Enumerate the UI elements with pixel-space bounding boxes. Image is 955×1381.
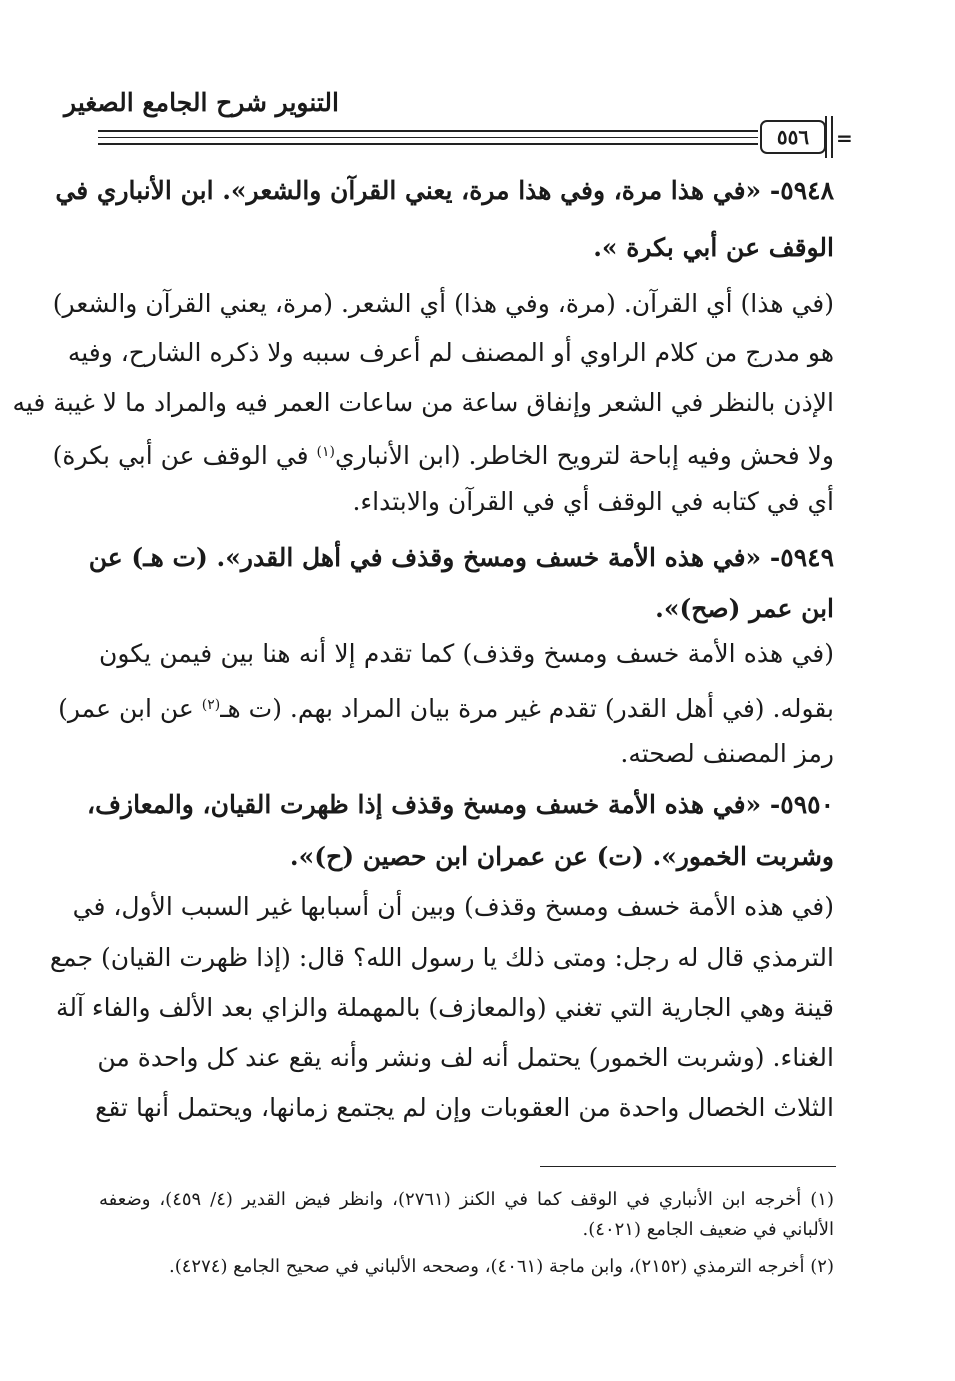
header-rule bbox=[98, 143, 758, 145]
hadith-number: ٥٩٤٩- bbox=[769, 543, 834, 572]
hadith-number: ٥٩٤٨- bbox=[769, 176, 834, 205]
page-number-text: ٥٥٦ bbox=[776, 125, 810, 149]
footnote-ref: (١) bbox=[316, 444, 335, 460]
text-line bbox=[87, 785, 834, 825]
text-line: الثلاث الخصال واحدة من العقوبات وإن لم يجتمع زمانها، ويحتمل أنها تقع bbox=[95, 1093, 834, 1122]
footnote-rule bbox=[540, 1166, 836, 1167]
text-line: الترمذي قال له رجل: ومتى ذلك يا رسول الله؟ قال: (إذا ظهرت القيان) جمع bbox=[49, 943, 834, 972]
header-rule bbox=[98, 137, 758, 138]
text-line: أي في كتابه في الوقف أي في القرآن والابتداء. bbox=[352, 487, 834, 516]
text-line: قينة وهي الجارية التي تغني (والمعازف) بالمهملة والزاي بعد الألف والفاء آلة bbox=[55, 993, 834, 1022]
running-title: التنوير شرح الجامع الصغير bbox=[64, 88, 339, 117]
text-line bbox=[99, 589, 834, 629]
text-line bbox=[99, 837, 834, 877]
text-line: هو مدرج من كلام الراوي أو المصنف لم أعرف سببه ولا ذكره الشارح، وفيه bbox=[67, 338, 834, 367]
text-line bbox=[88, 538, 834, 578]
text-line: (في هذه الأمة خسف ومسخ وقذف) كما تقدم إلا أنه هنا بين فيمن يكون bbox=[99, 639, 834, 668]
text-segment: عن ابن عمر) bbox=[58, 694, 202, 723]
hadith-number: ٥٩٥٠- bbox=[769, 790, 834, 819]
footnote: (٢) أخرجه الترمذي (٢١٥٢)، وابن ماجة (٤٠٦١)، وصححه الألباني في صحيح الجامع (٤٢٧٤). bbox=[169, 1256, 834, 1277]
text-line: (في هذا) أي القرآن. (مرة، وفي هذا) أي الشعر. (مرة، يعني القرآن والشعر) bbox=[52, 289, 834, 318]
footnote: الألباني في ضعيف الجامع (٤٠٢١). bbox=[582, 1219, 834, 1240]
text-line: الإذن بالنظر في الشعر وإنفاق ساعة من ساعات العمر فيه والمراد ما لا غيبة فيه bbox=[12, 388, 834, 417]
hadith-text: «في هذه الأمة خسف ومسخ وقذف إذا ظهرت القيان، والمعازف، bbox=[87, 790, 762, 819]
hadith-text: «في هذا مرة، وفي هذا مرة، يعني القرآن والشعر». ابن الأنباري في bbox=[55, 176, 762, 205]
header-mark: = bbox=[836, 126, 853, 150]
text-line: رمز المصنف لصحته. bbox=[620, 739, 834, 768]
header-rule bbox=[98, 130, 758, 132]
text-line: (في هذه الأمة خسف ومسخ وقذف) وبين أن أسبابها غير السبب الأول، في bbox=[72, 892, 834, 921]
hadith-text: وشربت الخمور». (ت) عن عمران ابن حصين (ح)». bbox=[289, 842, 834, 871]
footnote: (١) أخرجه ابن الأنباري في الوقف كما في الكنز (٢٧٦١)، وانظر فيض القدير (٤/ ٤٥٩)، وضعفه bbox=[99, 1189, 834, 1210]
text-line bbox=[52, 432, 834, 476]
page-number bbox=[760, 120, 826, 154]
text-segment: بقوله. (في أهل القدر) تقدم غير مرة بيان المراد بهم. (ت هـ bbox=[220, 694, 834, 723]
hadith-text: «في هذه الأمة خسف ومسخ وقذف في أهل القدر». (ت هـ) عن bbox=[88, 543, 762, 572]
hadith-text: الوقف عن أبي بكرة ». bbox=[593, 233, 834, 262]
text-line bbox=[99, 228, 834, 268]
footnote-ref: (٢) bbox=[201, 697, 221, 713]
hadith-text: ابن عمر (صح)». bbox=[655, 594, 834, 623]
text-line bbox=[55, 171, 834, 211]
text-segment: في الوقف عن أبي بكرة) bbox=[52, 441, 317, 470]
text-segment: ولا فحش وفيه إباحة لترويح الخاطر. (ابن الأنباري bbox=[335, 441, 834, 470]
text-line bbox=[58, 685, 834, 729]
text-line: الغناء. (وشربت الخمور) يحتمل أنه لف ونشر وأنه يقع عند كل واحدة من bbox=[97, 1043, 834, 1072]
